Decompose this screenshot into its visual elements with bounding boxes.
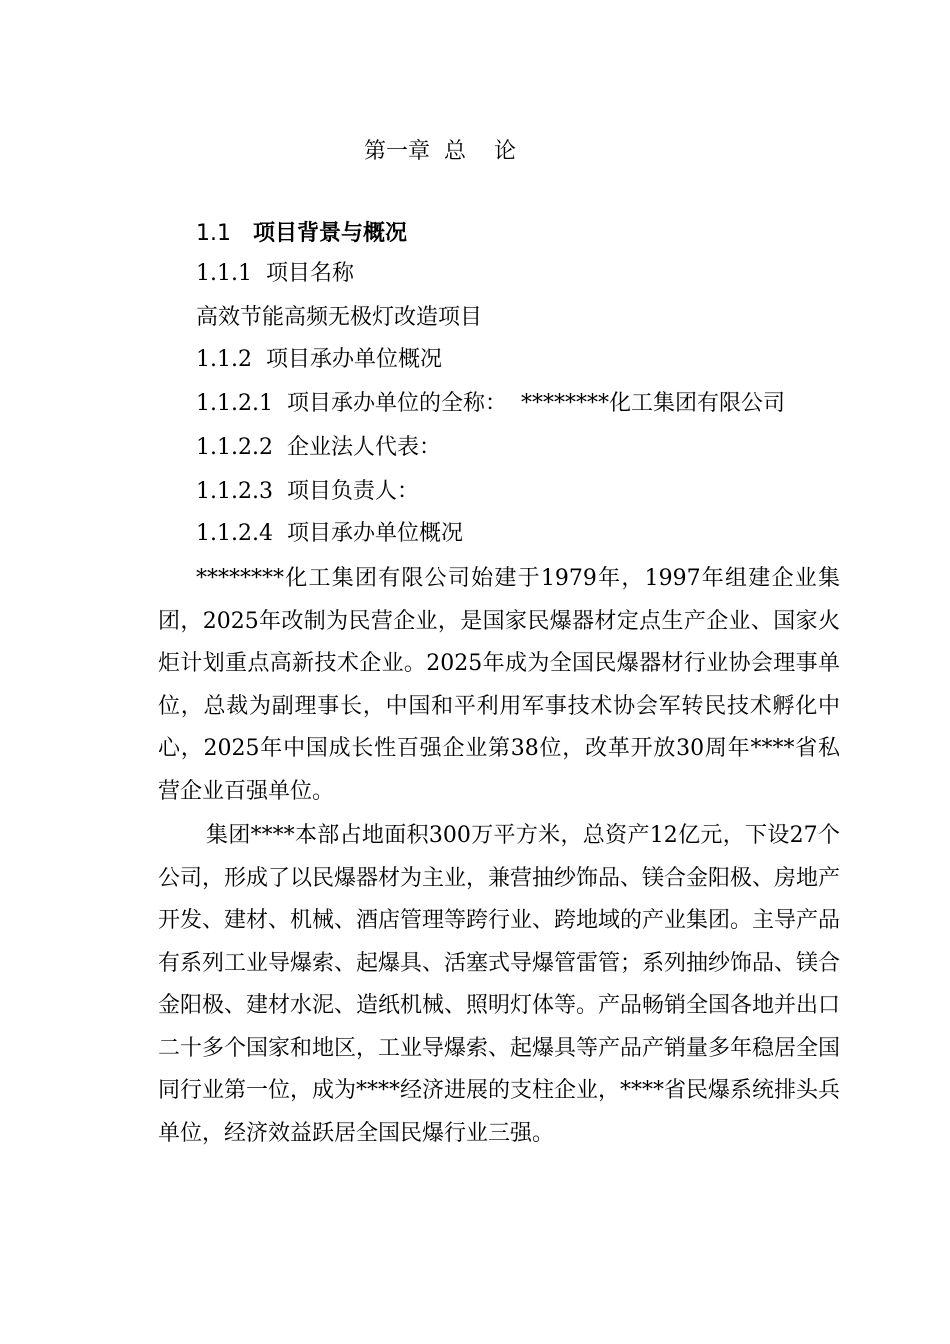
section-number: 1.1 xyxy=(196,221,231,246)
body-paragraph: 集团****本部占地面积300万平方米，总资产12亿元，下设27个公司，形成了以民爆器材为主业，兼营抽纱饰品、镁合金阳极、房地产开发、建材、机械、酒店管理等跨行业、跨地域的产业集团。主导产品有系列工业导爆索、起爆具、活塞式导爆管雷管；系列抽纱饰品、镁合金阳极、建材水泥、造纸机械、照明灯体等。产品畅销全国各地并出口二十多个国家和地区，工业导爆索、起爆具等产品产销量多年稳居全国同行业第一位，成为****经济进展的支柱企业，****省民爆系统排头兵单位，经济效益跃居全国民爆行业三强。 xyxy=(158,823,841,1146)
unit-full-name: 1.1.2.1 项目承办单位的全称： ********化工集团有限公司 xyxy=(196,391,785,416)
unit-overview-heading: 1.1.2 项目承办单位概况 xyxy=(196,347,442,372)
legal-representative: 1.1.2.2 企业法人代表： xyxy=(196,435,441,460)
section-title: 项目背景与概况 xyxy=(253,221,408,246)
project-name-value: 高效节能高频无极灯改造项目 xyxy=(196,305,483,330)
project-principal: 1.1.2.3 项目负责人： xyxy=(196,479,419,504)
body-paragraph: ********化工集团有限公司始建于1979年，1997年组建企业集团，2025年改制为民营企业，是国家民爆器材定点生产企业、国家火炬计划重点高新技术企业。2025年成为全国民爆器材行业协会理事单位，总裁为副理事长，中国和平利用军事技术协会军转民技术孵化中心，2025年中国成长性百强企业第38位，改革开放30周年****省私营企业百强单位。 xyxy=(158,566,840,804)
chapter-title: 第一章 总 论 xyxy=(364,139,516,164)
project-name-heading: 1.1.1 项目名称 xyxy=(196,261,354,286)
unit-overview-subheading: 1.1.2.4 项目承办单位概况 xyxy=(196,521,463,546)
section-heading xyxy=(196,218,407,250)
